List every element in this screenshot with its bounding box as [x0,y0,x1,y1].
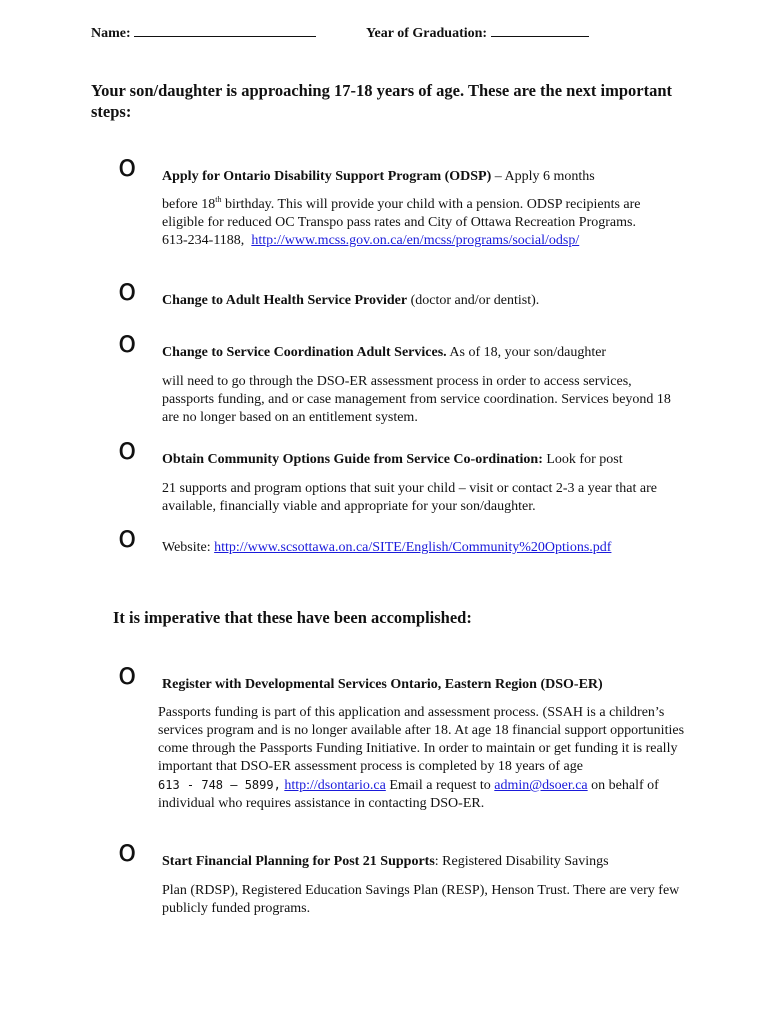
odsp-heading [162,168,595,186]
coord-body: will need to go through the DSO-ER assessment process in order to access services, passports funding, and or case management from service coordination. Services beyond 18 are no longer based on an entitlement system. [162,374,671,425]
financial-title: Start Financial Planning for Post 21 Supports [162,854,435,869]
guide-title: Obtain Community Options Guide from Service Co-ordination: [162,452,543,467]
bullet-icon: o [118,325,137,360]
financial-title-after: : Registered Disability Savings [434,854,609,869]
bullet-icon: o [118,657,137,692]
odsp-body [162,196,682,250]
name-blank [134,24,316,37]
bullet-icon: o [118,149,137,184]
dso-link[interactable]: http://dsontario.ca [284,778,386,793]
odsp-body-after: birthday. This will provide your child with a pension. ODSP recipients are eligible for reduced OC Transpo pass rates and City of Ottawa Recreation Programs. [162,197,641,230]
graduation-blank [491,24,589,37]
bullet-icon: o [118,520,137,555]
coord-title: Change to Service Coordination Adult Services. [162,345,447,360]
dso-body [158,704,688,813]
coord-title-after: As of 18, your son/daughter [446,345,607,360]
odsp-title-after: – Apply 6 months [491,169,595,184]
dso-email-link[interactable]: admin@dsoer.ca [494,778,588,793]
name-label: Name: [91,26,131,41]
dso-body-text: Passports funding is part of this application and assessment process. (SSAH is a children’s services program and is no longer available after 18. At age 18 financial support opportunities come through the Passports Funding Initiative. In order to maintain or get funding it is really important that DSO-ER assessment process is completed by 18 years of age [158,705,685,774]
odsp-body-sup: th [215,195,222,204]
imperative-heading: It is imperative that these have been accomplished: [113,608,472,627]
odsp-link[interactable]: http://www.mcss.gov.on.ca/en/mcss/programs/social/odsp/ [251,233,580,248]
health-title-after: (doctor and/or dentist). [407,293,540,308]
dso-title: Register with Developmental Services Ontario, Eastern Region (DSO-ER) [162,677,603,692]
health-title: Change to Adult Health Service Provider [162,293,408,308]
odsp-body-before: before 18 [162,197,216,212]
graduation-field [366,24,589,42]
dso-phone: 613 - 748 – 5899, [158,778,281,792]
financial-body: Plan (RDSP), Registered Education Savings Plan (RESP), Henson Trust. There are very few publicly funded programs. [162,883,680,916]
dso-email-suffix: on behalf of individual who requires assistance in contacting DSO-ER. [158,778,659,811]
bullet-icon: o [118,834,137,869]
coord-heading [162,344,606,362]
dso-heading [162,676,603,694]
website-link[interactable]: http://www.scsottawa.on.ca/SITE/English/Community%20Options.pdf [214,540,612,555]
intro-heading: Your son/daughter is approaching 17-18 years of age. These are the next important steps: [91,81,673,121]
guide-body: 21 supports and program options that suit your child – visit or contact 2-3 a year that are available, financially viable and appropriate for your son/daughter. [162,481,657,514]
financial-heading [162,853,609,871]
dso-email-prefix: Email a request to [385,778,495,793]
website-label: Website: [162,540,215,555]
name-field [91,24,316,42]
guide-heading [162,451,623,469]
health-heading [162,292,539,310]
guide-title-after: Look for post [542,452,623,467]
bullet-icon: o [118,273,137,308]
odsp-phone: 613-234-1188, [162,233,245,248]
odsp-title: Apply for Ontario Disability Support Program (ODSP) [162,169,492,184]
graduation-label: Year of Graduation: [366,26,488,41]
website-line [162,539,611,557]
bullet-icon: o [118,432,137,467]
